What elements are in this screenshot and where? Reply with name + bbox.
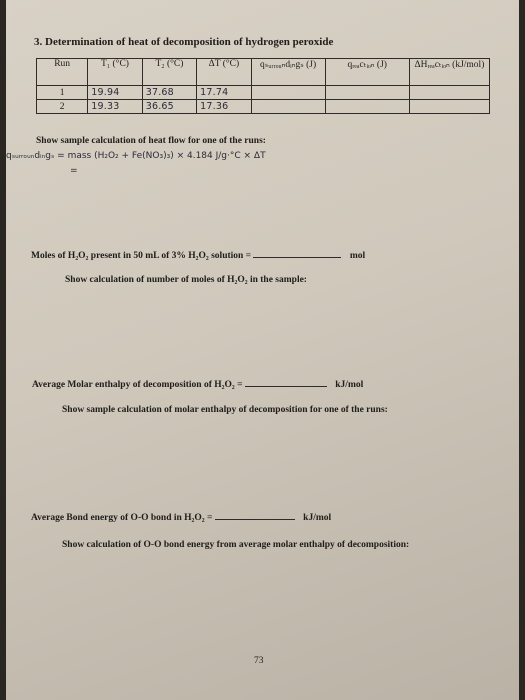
moles-row [31,251,365,261]
header-t1: T₁ (°C) [88,59,142,86]
q-surroundings-cell [251,100,325,114]
delta-t-cell: 17.36 [197,100,251,114]
t2-cell: 37.68 [142,86,196,100]
page-number: 73 [254,656,264,666]
table-row [37,100,490,114]
heat-flow-handwritten-continuation: = [70,166,78,176]
enthalpy-unit: kJ/mol [335,380,364,390]
moles-answer-blank [253,257,341,258]
delta-t-cell: 17.74 [197,86,251,100]
enthalpy-label: Average Molar enthalpy of decomposition of H₂O₂ = [32,380,243,390]
enthalpy-row [32,380,363,390]
bond-row [31,513,331,523]
delta-h-cell [409,100,489,114]
header-delta-h: ΔHᵣₑₐcₜᵢₒₙ (kJ/mol) [409,59,489,86]
q-surroundings-cell [251,86,325,100]
section-title: 3. Determination of heat of decomposition of hydrogen peroxide [34,36,334,48]
header-q-reaction: qᵣₑₐcₜᵢₒₙ (J) [325,59,409,86]
header-delta-t: ΔT (°C) [197,59,251,86]
moles-prompt: Show calculation of number of moles of H₂O₂ in the sample: [65,275,307,285]
header-run: Run [37,59,88,86]
enthalpy-prompt: Show sample calculation of molar enthalpy of decomposition for one of the runs: [62,405,388,415]
bond-answer-blank [215,519,295,520]
delta-h-cell [409,86,489,100]
header-q-surroundings: qₛᵤᵣᵣₒᵤₙdᵢₙgₛ (J) [251,59,325,86]
t1-cell: 19.33 [88,100,142,114]
heat-flow-prompt: Show sample calculation of heat flow for one of the runs: [36,136,266,146]
worksheet-page [6,0,519,700]
q-reaction-cell [325,86,409,100]
header-t2: T₂ (°C) [142,59,196,86]
heat-flow-handwritten-equation: qₛᵤᵣᵣₒᵤₙdᵢₙgₛ = mass (H₂O₂ + Fe(NO₃)₃) × 4.184 J/g·°C × ΔT [6,151,266,161]
t1-cell: 19.94 [88,86,142,100]
table-row [37,86,490,100]
run-cell: 1 [37,86,88,100]
table-header-row [37,59,490,86]
moles-label: Moles of H₂O₂ present in 50 mL of 3% H₂O₂ solution = [31,251,252,261]
enthalpy-answer-blank [245,386,327,387]
moles-unit: mol [349,251,366,261]
t2-cell: 36.65 [142,100,196,114]
results-table [36,58,490,114]
bond-unit: kJ/mol [303,513,332,523]
run-cell: 2 [37,100,88,114]
bond-prompt: Show calculation of O-O bond energy from average molar enthalpy of decomposition: [62,540,410,550]
bond-label: Average Bond energy of O-O bond in H₂O₂ = [31,513,213,523]
q-reaction-cell [325,100,409,114]
